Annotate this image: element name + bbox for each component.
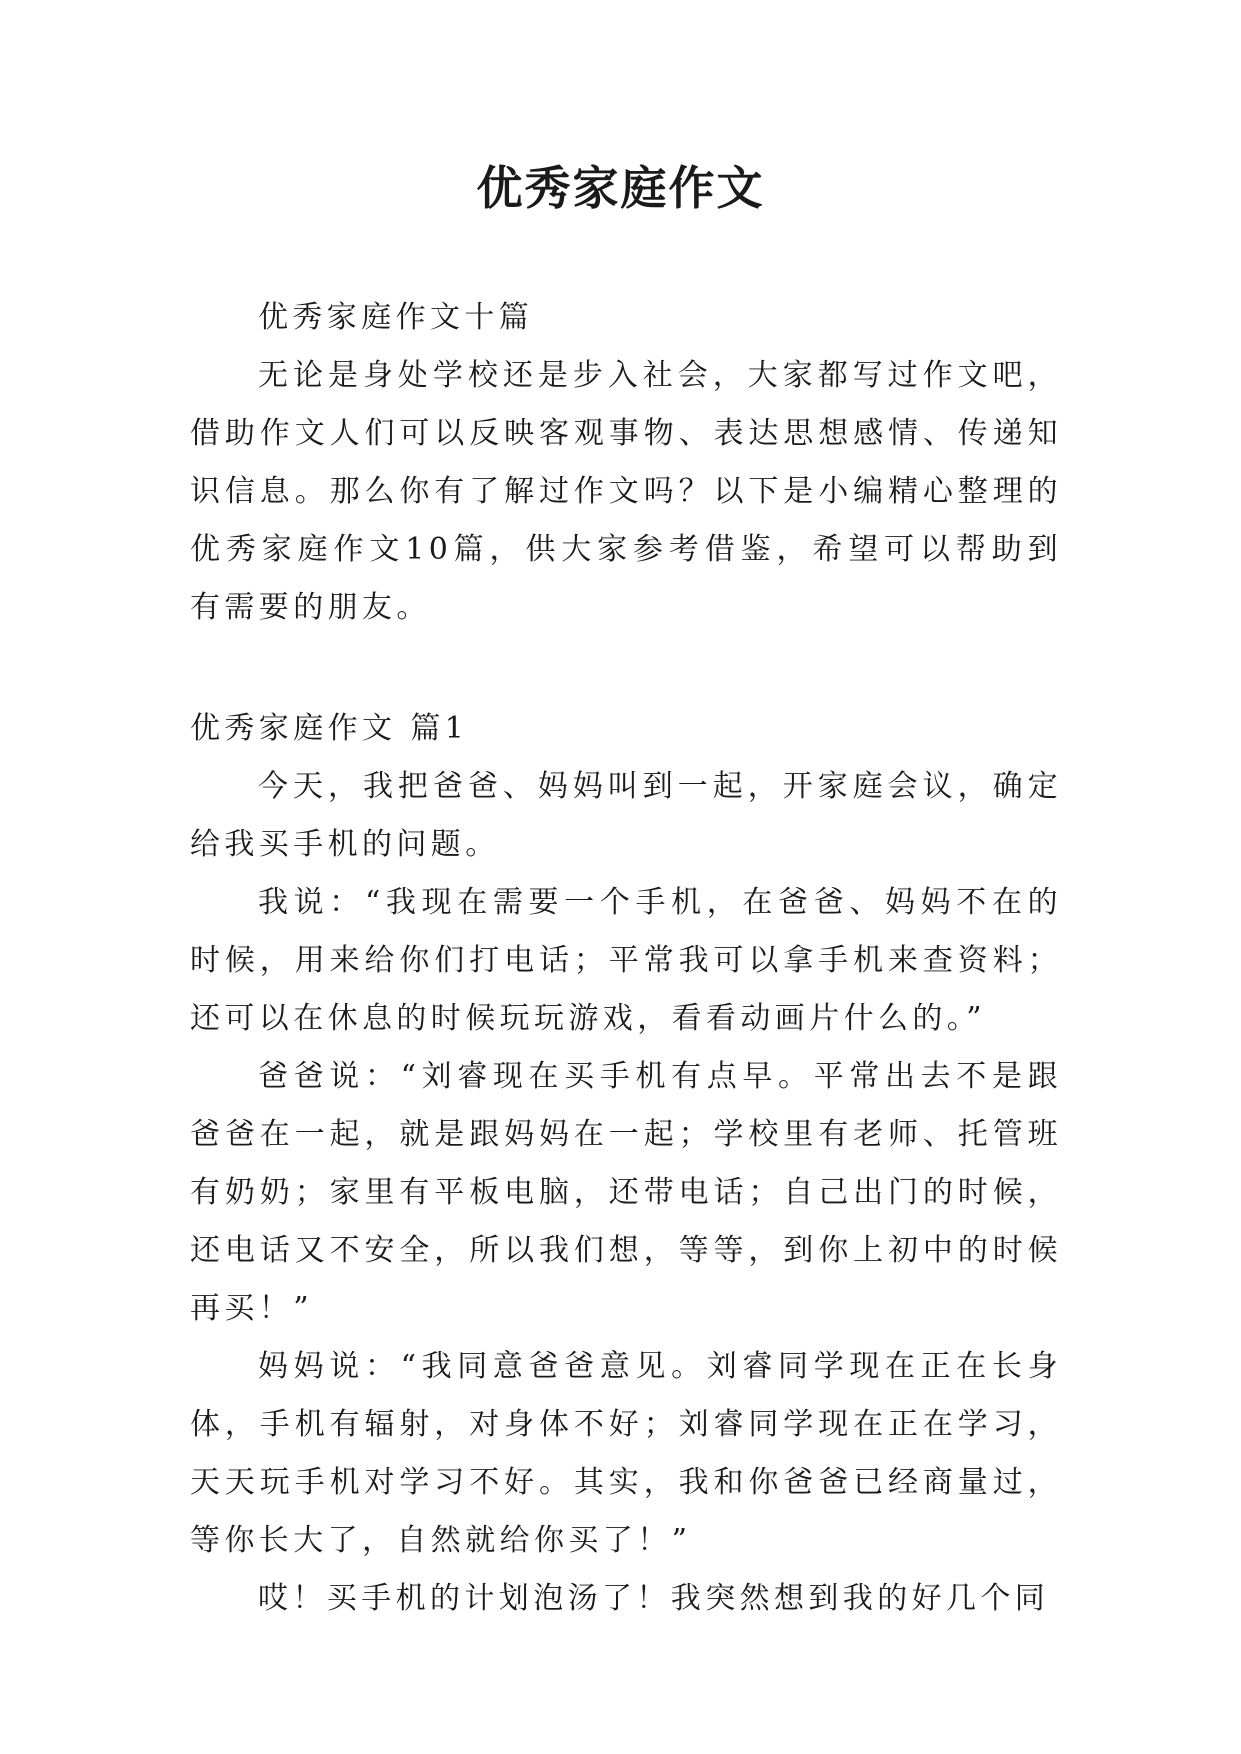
essay-paragraph: 妈妈说：“我同意爸爸意见。刘睿同学现在正在长身体，手机有辐射，对身体不好；刘睿同学现在正在学习，天天玩手机对学习不好。其实，我和你爸爸已经商量过，等你长大了，自然就给你买了！” — [190, 1349, 1062, 1558]
document-title: 优秀家庭作文 — [476, 161, 765, 215]
intro-paragraph: 无论是身处学校还是步入社会，大家都写过作文吧，借助作文人们可以反映客观事物、表达思想感情、传递知识信息。那么你有了解过作文吗？以下是小编精心整理的优秀家庭作文10篇，供大家参考借鉴，希望可以帮助到有需要的朋友。 — [190, 358, 1062, 625]
section-heading: 优秀家庭作文 篇1 — [190, 711, 469, 746]
essay-paragraph: 我说：“我现在需要一个手机，在爸爸、妈妈不在的时候，用来给你们打电话；平常我可以拿手机来查资料；还可以在休息的时候玩玩游戏，看看动画片什么的。” — [190, 885, 1062, 1036]
essay-paragraph: 今天，我把爸爸、妈妈叫到一起，开家庭会议，确定给我买手机的问题。 — [190, 769, 1062, 862]
document-subtitle: 优秀家庭作文十篇 — [258, 300, 534, 335]
essay-paragraph: 爸爸说：“刘睿现在买手机有点早。平常出去不是跟爸爸在一起，就是跟妈妈在一起；学校里有老师、托管班有奶奶；家里有平板电脑，还带电话；自己出门的时候，还电话又不安全，所以我们想，等等，到你上初中的时候再买！” — [190, 1059, 1062, 1326]
essay-body — [190, 758, 1062, 1628]
essay-paragraph: 哎！买手机的计划泡汤了！我突然想到我的好几个同 — [258, 1581, 1050, 1616]
intro-block — [190, 347, 1062, 637]
